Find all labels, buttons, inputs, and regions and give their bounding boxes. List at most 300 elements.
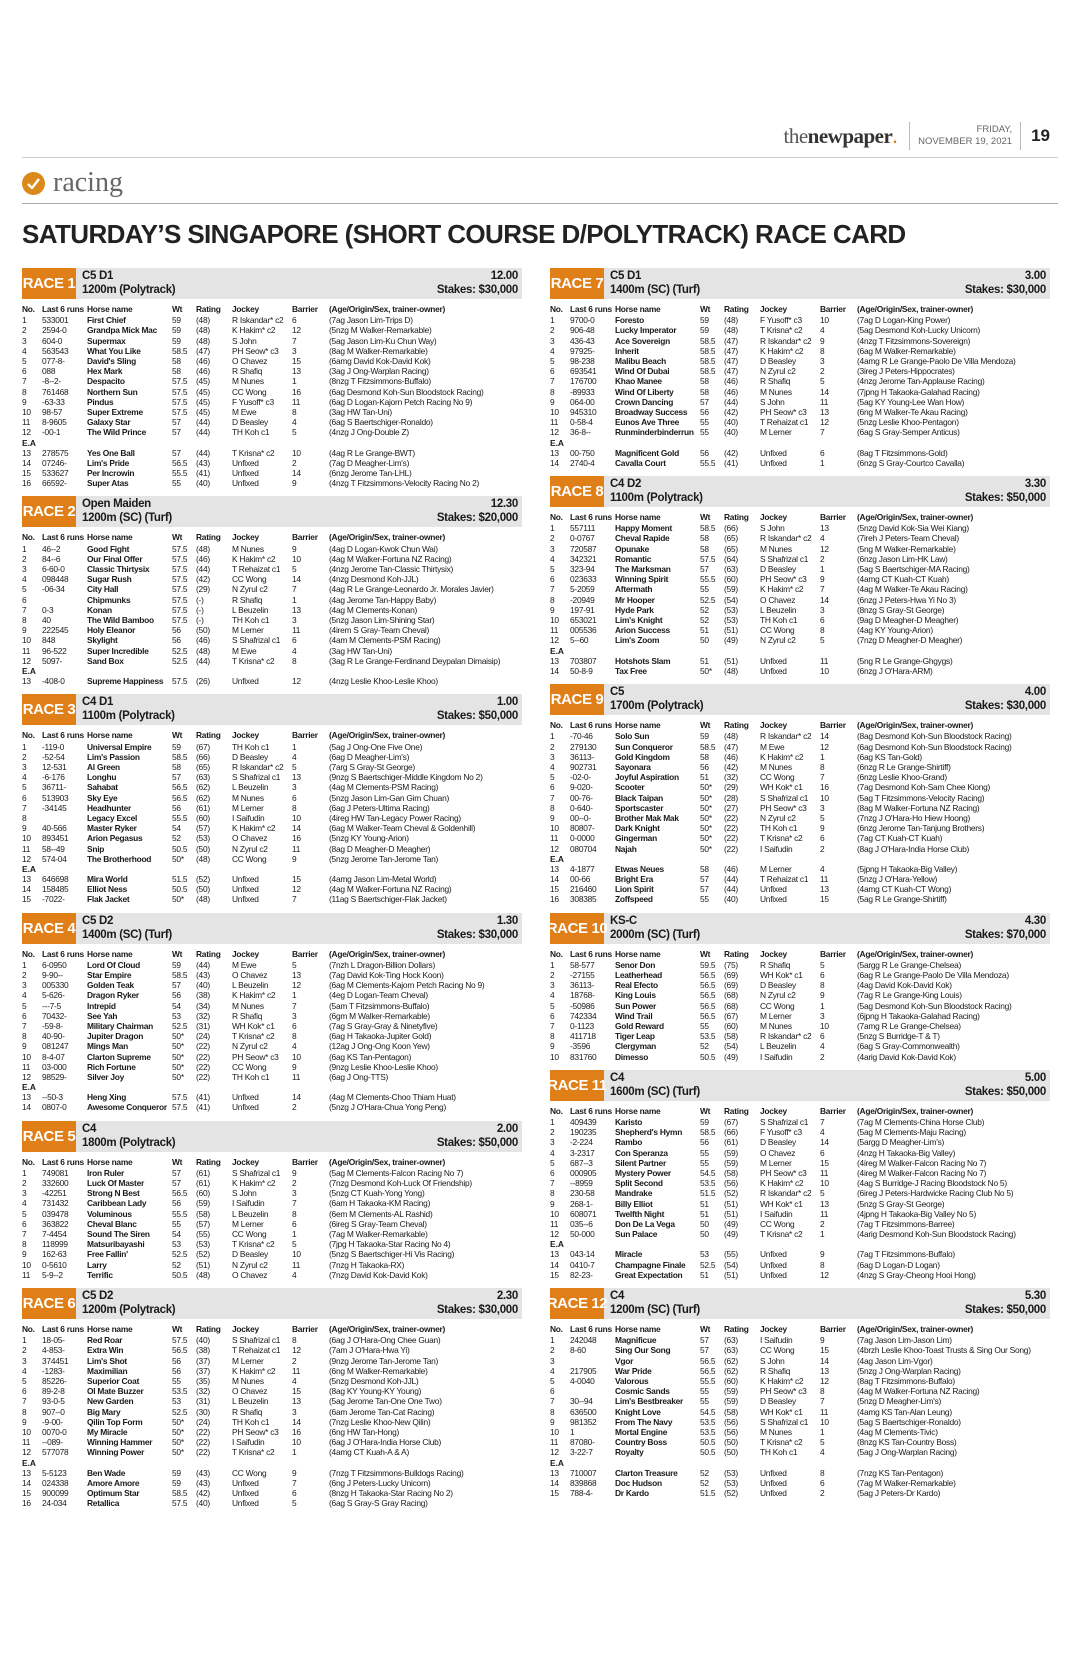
runner-row	[550, 813, 1050, 823]
runner-number: 11	[22, 1269, 31, 1280]
weight: 52.5	[700, 1259, 716, 1270]
horse-name: Supreme Happiness	[87, 676, 164, 687]
race-stakes: Stakes: $50,000	[436, 1136, 518, 1149]
runner-info: (6amg David Kok-David Kok)	[329, 356, 431, 367]
rating: (63)	[724, 1345, 738, 1356]
barrier: 6	[292, 1020, 297, 1031]
horse-name: Valorous	[615, 1376, 649, 1387]
runner-info: (6nzg Jerome Tan-LHL)	[329, 468, 412, 479]
last-six-runs: 902731	[570, 761, 597, 772]
last-six-runs: 5-2059	[570, 584, 595, 595]
weight: 56	[172, 1355, 181, 1366]
rating: (43)	[196, 1477, 210, 1488]
rating: (62)	[196, 792, 210, 803]
weight: 51	[700, 772, 709, 783]
rating: (34)	[196, 1000, 210, 1011]
horse-name: Universal Empire	[87, 741, 152, 752]
barrier: 12	[292, 325, 301, 336]
runner-info: (6ng M Walker-Remarkable)	[329, 1365, 428, 1376]
rating: (47)	[196, 345, 210, 356]
runner-number: 6	[550, 574, 555, 585]
runner-row	[22, 1427, 522, 1437]
emergency-row	[550, 874, 1050, 884]
weight: 53	[172, 1010, 181, 1021]
barrier: 10	[292, 812, 301, 823]
barrier: 5	[820, 376, 825, 387]
weight: 57	[700, 884, 709, 895]
race-time-stakes	[965, 268, 1050, 299]
horse-name: Miracle	[615, 1249, 643, 1260]
jockey: T Krisna* c2	[760, 1437, 803, 1448]
emergency-row	[22, 894, 522, 904]
runner-info: (6nzg R Le Grange-Shirtiff)	[857, 761, 951, 772]
jockey: M Ewe	[760, 741, 785, 752]
horse-name: Sound The Siren	[87, 1229, 150, 1240]
column-header-runner-info: (Age/Origin/Sex, trainer-owner)	[329, 304, 446, 314]
runner-row	[550, 595, 1050, 605]
runner-info: (6ag M Walker-Team Cheval & Goldenhill)	[329, 823, 476, 834]
rating: (46)	[724, 376, 738, 387]
runner-info: (9nzg Jerome Tan-Jerome Tan)	[329, 1355, 439, 1366]
weight: 57	[172, 417, 181, 428]
runner-number: 9	[550, 604, 555, 615]
emergency-acceptors-label: E.A	[550, 1239, 564, 1250]
runner-info: (5nzg M Walker-Remarkable)	[329, 325, 432, 336]
horse-name: Winning Hammer	[87, 1437, 153, 1448]
horse-name: Caribbean Lady	[87, 1198, 147, 1209]
emergency-acceptors-label: E.A	[22, 666, 36, 677]
runner-row	[550, 752, 1050, 762]
rating: (32)	[196, 1386, 210, 1397]
last-six-runs: 653021	[570, 615, 597, 626]
last-six-runs: 8-9605	[42, 417, 67, 428]
column-header-horse-name: Horse name	[615, 304, 661, 314]
last-six-runs: 268-1-	[570, 1198, 593, 1209]
barrier: 7	[820, 772, 825, 783]
barrier: 10	[292, 447, 301, 458]
weight: 57	[700, 396, 709, 407]
weight: 57.5	[172, 1335, 188, 1346]
jockey: PH Seow* c3	[760, 802, 807, 813]
rating: (47)	[724, 335, 738, 346]
horse-name: Eunos Ave Three	[615, 417, 680, 428]
weight: 54.5	[700, 1406, 716, 1417]
column-header-jockey: Jockey	[232, 532, 259, 543]
last-six-runs: 039478	[42, 1208, 69, 1219]
runner-row	[22, 564, 522, 574]
barrier: 5	[292, 761, 297, 772]
weight: 57	[172, 1167, 181, 1178]
weight: 51.5	[172, 873, 188, 884]
horse-name: Najah	[615, 843, 637, 854]
rating: (48)	[196, 543, 210, 554]
last-six-runs: 023633	[570, 574, 597, 585]
jockey: R Iskandar* c2	[232, 315, 284, 326]
barrier: 4	[292, 1041, 297, 1052]
last-six-runs: 945310	[570, 407, 597, 418]
last-six-runs: ---7-5	[42, 1000, 61, 1011]
barrier: 1	[820, 751, 825, 762]
horse-name: Retallica	[87, 1498, 120, 1509]
jockey: Unfixed	[760, 457, 787, 468]
runner-info: (4amg R Le Grange-Paolo De Villa Mendoza)	[857, 356, 1016, 367]
runner-number: 2	[550, 741, 555, 752]
barrier: 5	[292, 564, 297, 575]
barrier: 10	[292, 1051, 301, 1062]
jockey: WH Kok* c1	[232, 1020, 275, 1031]
jockey: S Shafrizal c1	[760, 1116, 809, 1127]
last-six-runs: -8--2-	[42, 376, 61, 387]
rating: (22)	[196, 1447, 210, 1458]
barrier: 2	[292, 1102, 297, 1113]
runner-number: 11	[550, 1219, 559, 1230]
weight: 58.5	[700, 356, 716, 367]
race-time: 1.00	[496, 696, 518, 709]
runner-row	[550, 731, 1050, 741]
horse-name: Flak Jacket	[87, 894, 130, 905]
column-header-barrier: Barrier	[820, 720, 846, 731]
runner-info: (9nzg Leslie Khoo-Leslie Khoo)	[329, 1061, 438, 1072]
column-header-jockey: Jockey	[760, 948, 787, 959]
jockey: O Chavez	[232, 1386, 268, 1397]
column-header-runner-info: (Age/Origin/Sex, trainer-owner)	[857, 1324, 974, 1335]
column-header-last-six-runs: Last 6 runs	[570, 512, 612, 523]
column-header-jockey: Jockey	[232, 730, 259, 741]
rating: (47)	[724, 356, 738, 367]
runner-row	[550, 1335, 1050, 1345]
rating: (68)	[724, 990, 738, 1001]
runner-info: (4ag KY Young-Arion)	[857, 625, 933, 636]
runner-row	[22, 544, 522, 554]
last-six-runs: 308385	[570, 894, 597, 905]
horse-name: Strong N Best	[87, 1188, 140, 1199]
rating: (24)	[196, 1416, 210, 1427]
horse-name: Cosmic Sands	[615, 1386, 670, 1397]
race-stakes: Stakes: $20,000	[436, 512, 518, 525]
runner-number: 10	[550, 407, 559, 418]
weight: 50*	[700, 823, 712, 834]
last-six-runs: 043-14	[570, 1249, 595, 1260]
runner-info: (11ag S Baertschiger-Flak Jacket)	[329, 894, 447, 905]
rating: (41)	[196, 1092, 210, 1103]
jockey: CC Wong	[232, 1467, 267, 1478]
jockey: R Iskandar* c2	[760, 1031, 812, 1042]
runner-row	[550, 1219, 1050, 1229]
runner-number: 12	[22, 853, 31, 864]
race-class: C4	[610, 1071, 625, 1084]
jockey: R Shafiq	[760, 1365, 791, 1376]
runner-number: 1	[22, 741, 27, 752]
runner-row	[22, 1437, 522, 1447]
barrier: 6	[292, 1488, 297, 1499]
barrier: 11	[820, 396, 829, 407]
weight: 59	[700, 325, 709, 336]
jockey: WH Kok* c1	[760, 782, 803, 793]
rating: (47)	[724, 345, 738, 356]
weight: 57	[700, 564, 709, 575]
horse-name: Arion Success	[615, 625, 670, 636]
column-header-rating: Rating	[724, 948, 749, 959]
runner-number: 13	[550, 1249, 559, 1260]
runner-info: (6ag S Gray-Commonwealth)	[857, 1041, 960, 1052]
last-six-runs: 831760	[570, 1051, 597, 1062]
jockey: Unfixed	[232, 1102, 259, 1113]
horse-name: Brother Mak Mak	[615, 812, 679, 823]
barrier: 9	[820, 823, 825, 834]
rating: (53)	[724, 615, 738, 626]
horse-name: Mandrake	[615, 1188, 653, 1199]
runner-number: 1	[22, 543, 27, 554]
rating: (53)	[724, 1467, 738, 1478]
rating: (69)	[724, 969, 738, 980]
column-header-weight: Wt	[700, 1105, 711, 1116]
runner-info: (7ag S Gray-Gray & Ninetyfive)	[329, 1020, 438, 1031]
weight: 53.5	[700, 1416, 716, 1427]
horse-name: Master Ryker	[87, 823, 137, 834]
last-six-runs: 12-531	[42, 761, 67, 772]
runner-number: 10	[22, 635, 31, 646]
runner-info: (4ireg HW Tan-Legacy Power Racing)	[329, 812, 461, 823]
runner-info: (6ag S Gray-S Gray Racing)	[329, 1498, 428, 1509]
jockey: Unfixed	[760, 894, 787, 905]
runner-number: 12	[550, 635, 559, 646]
weight: 50.5	[700, 1437, 716, 1448]
runner-number: 2	[550, 969, 555, 980]
horse-name: Mings Man	[87, 1041, 129, 1052]
runner-number: 4	[22, 990, 27, 1001]
rating: (60)	[724, 1376, 738, 1387]
last-six-runs: -70-46	[570, 731, 593, 742]
jockey: S John	[760, 396, 785, 407]
jockey: R Shafiq	[760, 376, 791, 387]
column-header-barrier: Barrier	[292, 730, 318, 741]
emergency-row	[22, 1102, 522, 1112]
last-six-runs: 18-05-	[42, 1335, 65, 1346]
rating: (51)	[724, 1208, 738, 1219]
barrier: 8	[292, 1031, 297, 1042]
runner-info: (4nzg T Fitzsimmons-Velocity Racing No 2)	[329, 478, 480, 489]
rating: (54)	[724, 1259, 738, 1270]
runner-info: (4am M Clements-PSM Racing)	[329, 635, 441, 646]
rating: (49)	[724, 635, 738, 646]
race-class: C5 D2	[82, 914, 114, 927]
jockey: K Hakim* c2	[760, 1178, 804, 1189]
race-badge: RACE 9	[550, 684, 604, 715]
barrier: 9	[820, 574, 825, 585]
runner-number: 7	[22, 376, 27, 387]
horse-name: Wind Of Dubai	[615, 366, 670, 377]
jockey: Unfixed	[232, 1488, 259, 1499]
horse-name: Arion Pegasus	[87, 833, 143, 844]
jockey: N Zyrul c2	[760, 812, 796, 823]
horse-name: Despacito	[87, 376, 125, 387]
runner-number: 1	[550, 731, 555, 742]
jockey: K Hakim* c2	[760, 1376, 804, 1387]
jockey: K Hakim* c2	[232, 1365, 276, 1376]
horse-name: Sugar Rush	[87, 574, 132, 585]
runner-info: (8ag M Walker-Remarkable)	[329, 345, 428, 356]
horse-name: Big Mary	[87, 1406, 121, 1417]
masthead	[784, 122, 1051, 150]
runner-row	[550, 803, 1050, 813]
column-header-weight: Wt	[172, 948, 183, 959]
jockey: R Shafiq	[760, 959, 791, 970]
horse-name: Classic Thirtysix	[87, 564, 150, 575]
barrier: 3	[292, 1010, 297, 1021]
last-six-runs: 66592-	[42, 478, 67, 489]
barrier: 7	[292, 335, 297, 346]
jockey: CC Wong	[760, 1000, 795, 1011]
barrier: 11	[292, 1071, 301, 1082]
last-six-runs: 216460	[570, 884, 597, 895]
weight: 56.5	[700, 1365, 716, 1376]
runner-number: 11	[22, 645, 31, 656]
rating: (26)	[196, 676, 210, 687]
runner-row	[550, 1356, 1050, 1366]
runner-number: 4	[22, 1198, 27, 1209]
runner-info: (7nzg Desmond Koh-Luck Of Friendship)	[329, 1178, 472, 1188]
jockey: TH Koh c1	[232, 741, 270, 752]
rating: (22)	[196, 1437, 210, 1448]
horse-name: Leatherhead	[615, 969, 663, 980]
barrier: 8	[292, 655, 297, 666]
jockey: F Yusoff* c3	[760, 1127, 802, 1138]
rating: (22)	[724, 823, 738, 834]
runner-row	[22, 803, 522, 813]
runner-info: (8nzg KS Tan-Country Boss)	[857, 1437, 957, 1448]
jockey: S Shafrizal c1	[232, 772, 281, 783]
rating: (55)	[724, 1249, 738, 1260]
last-six-runs: 5-5123	[42, 1467, 67, 1478]
rating: (42)	[724, 447, 738, 458]
race-header	[550, 684, 1050, 715]
race-spacer	[550, 905, 1050, 913]
jockey: R Shafiq	[232, 1406, 263, 1417]
runner-number: 14	[550, 665, 559, 676]
runner-number: 5	[22, 1000, 27, 1011]
runner-number: 8	[550, 594, 555, 605]
jockey: R Shafiq	[232, 594, 263, 605]
race-badge: RACE 3	[22, 694, 76, 725]
column-header-weight: Wt	[700, 512, 711, 523]
race-card	[550, 268, 1050, 476]
runner-row	[550, 1031, 1050, 1041]
barrier: 2	[820, 553, 825, 564]
last-six-runs: -00-1	[42, 427, 61, 438]
runner-info: (8ag KY Young-KY Young)	[329, 1386, 422, 1397]
runner-number: 14	[22, 1477, 31, 1488]
runner-number: 6	[22, 1218, 27, 1229]
barrier: 14	[292, 468, 301, 479]
jockey: S Shafrizal c1	[232, 1335, 281, 1346]
runner-number: 8	[550, 802, 555, 813]
horse-name: Zoffspeed	[615, 894, 653, 905]
runner-number: 10	[22, 1427, 31, 1438]
rating: (58)	[724, 1168, 738, 1178]
runner-info: (5nzg J O'Hara-Yellow)	[857, 873, 938, 884]
last-six-runs: 6-60-0	[42, 564, 65, 575]
runner-number: 14	[550, 873, 559, 884]
jockey: L Beuzelin	[232, 604, 269, 615]
runner-row	[22, 574, 522, 584]
race-stakes: Stakes: $50,000	[436, 710, 518, 723]
runner-row	[22, 1407, 522, 1417]
last-six-runs: 2740-4	[570, 457, 595, 468]
runner-row	[22, 387, 522, 397]
last-six-runs: 85226-	[42, 1376, 67, 1387]
runner-number: 5	[550, 564, 555, 575]
rating: (45)	[196, 376, 210, 387]
runner-number: 4	[550, 761, 555, 772]
runner-row	[550, 625, 1050, 635]
runner-row	[550, 1021, 1050, 1031]
rating: (-)	[196, 615, 204, 626]
weight: 58.5	[700, 523, 716, 534]
rating: (56)	[724, 1416, 738, 1427]
right-column	[546, 268, 1050, 1506]
jockey: S John	[760, 523, 785, 534]
last-six-runs: 07246-	[42, 457, 67, 468]
column-header-runner-info: (Age/Origin/Sex, trainer-owner)	[857, 512, 974, 523]
runner-number: 4	[22, 1365, 27, 1376]
weight: 57.5	[172, 386, 188, 397]
weight: 56	[172, 802, 181, 813]
weight: 56	[172, 1198, 181, 1209]
horse-name: Romantic	[615, 553, 652, 564]
last-six-runs: --089-	[42, 1437, 63, 1448]
column-header-jockey: Jockey	[232, 1324, 259, 1335]
barrier: 14	[820, 594, 829, 605]
weight: 56	[172, 625, 181, 636]
runner-number: 15	[550, 884, 559, 895]
weight: 55	[700, 1020, 709, 1031]
barrier: 11	[292, 396, 301, 407]
weight: 57	[172, 447, 181, 458]
rating: (63)	[724, 1335, 738, 1346]
runner-number: 13	[22, 676, 31, 687]
runner-number: 10	[22, 407, 31, 418]
weight: 50.5	[700, 1051, 716, 1062]
horse-name: Wind Trail	[615, 1010, 653, 1021]
weight: 56	[700, 407, 709, 418]
rating: (51)	[724, 655, 738, 666]
runner-number: 8	[22, 1239, 27, 1250]
jockey: D Beasley	[232, 1249, 268, 1260]
runner-info: (6ag Desmond Koh-Sun Bloodstock Racing)	[857, 741, 1012, 752]
left-column	[22, 268, 522, 1516]
barrier: 11	[820, 1406, 829, 1417]
jockey: F Yusoff* c3	[760, 315, 802, 326]
runner-number: 10	[22, 1259, 31, 1270]
rating: (31)	[196, 1396, 210, 1407]
runner-number: 13	[22, 447, 31, 458]
horse-name: Mira World	[87, 873, 128, 884]
weight: 50*	[700, 665, 712, 676]
race-class: KS-C	[610, 914, 637, 927]
horse-name: Our Final Offer	[87, 553, 143, 564]
race-distance: 1400m (SC) (Turf)	[82, 928, 172, 941]
weight: 55.5	[700, 457, 716, 468]
column-header-last-six-runs: Last 6 runs	[42, 1324, 84, 1335]
horse-name: Superior Coat	[87, 1376, 140, 1387]
race-header	[22, 268, 522, 299]
jockey: T Krisna* c2	[232, 1447, 275, 1458]
last-six-runs: 098448	[42, 574, 69, 585]
jockey: M Lerner	[760, 1157, 792, 1168]
weight: 58.5	[172, 969, 188, 980]
rating: (42)	[724, 761, 738, 772]
last-six-runs	[42, 595, 87, 605]
